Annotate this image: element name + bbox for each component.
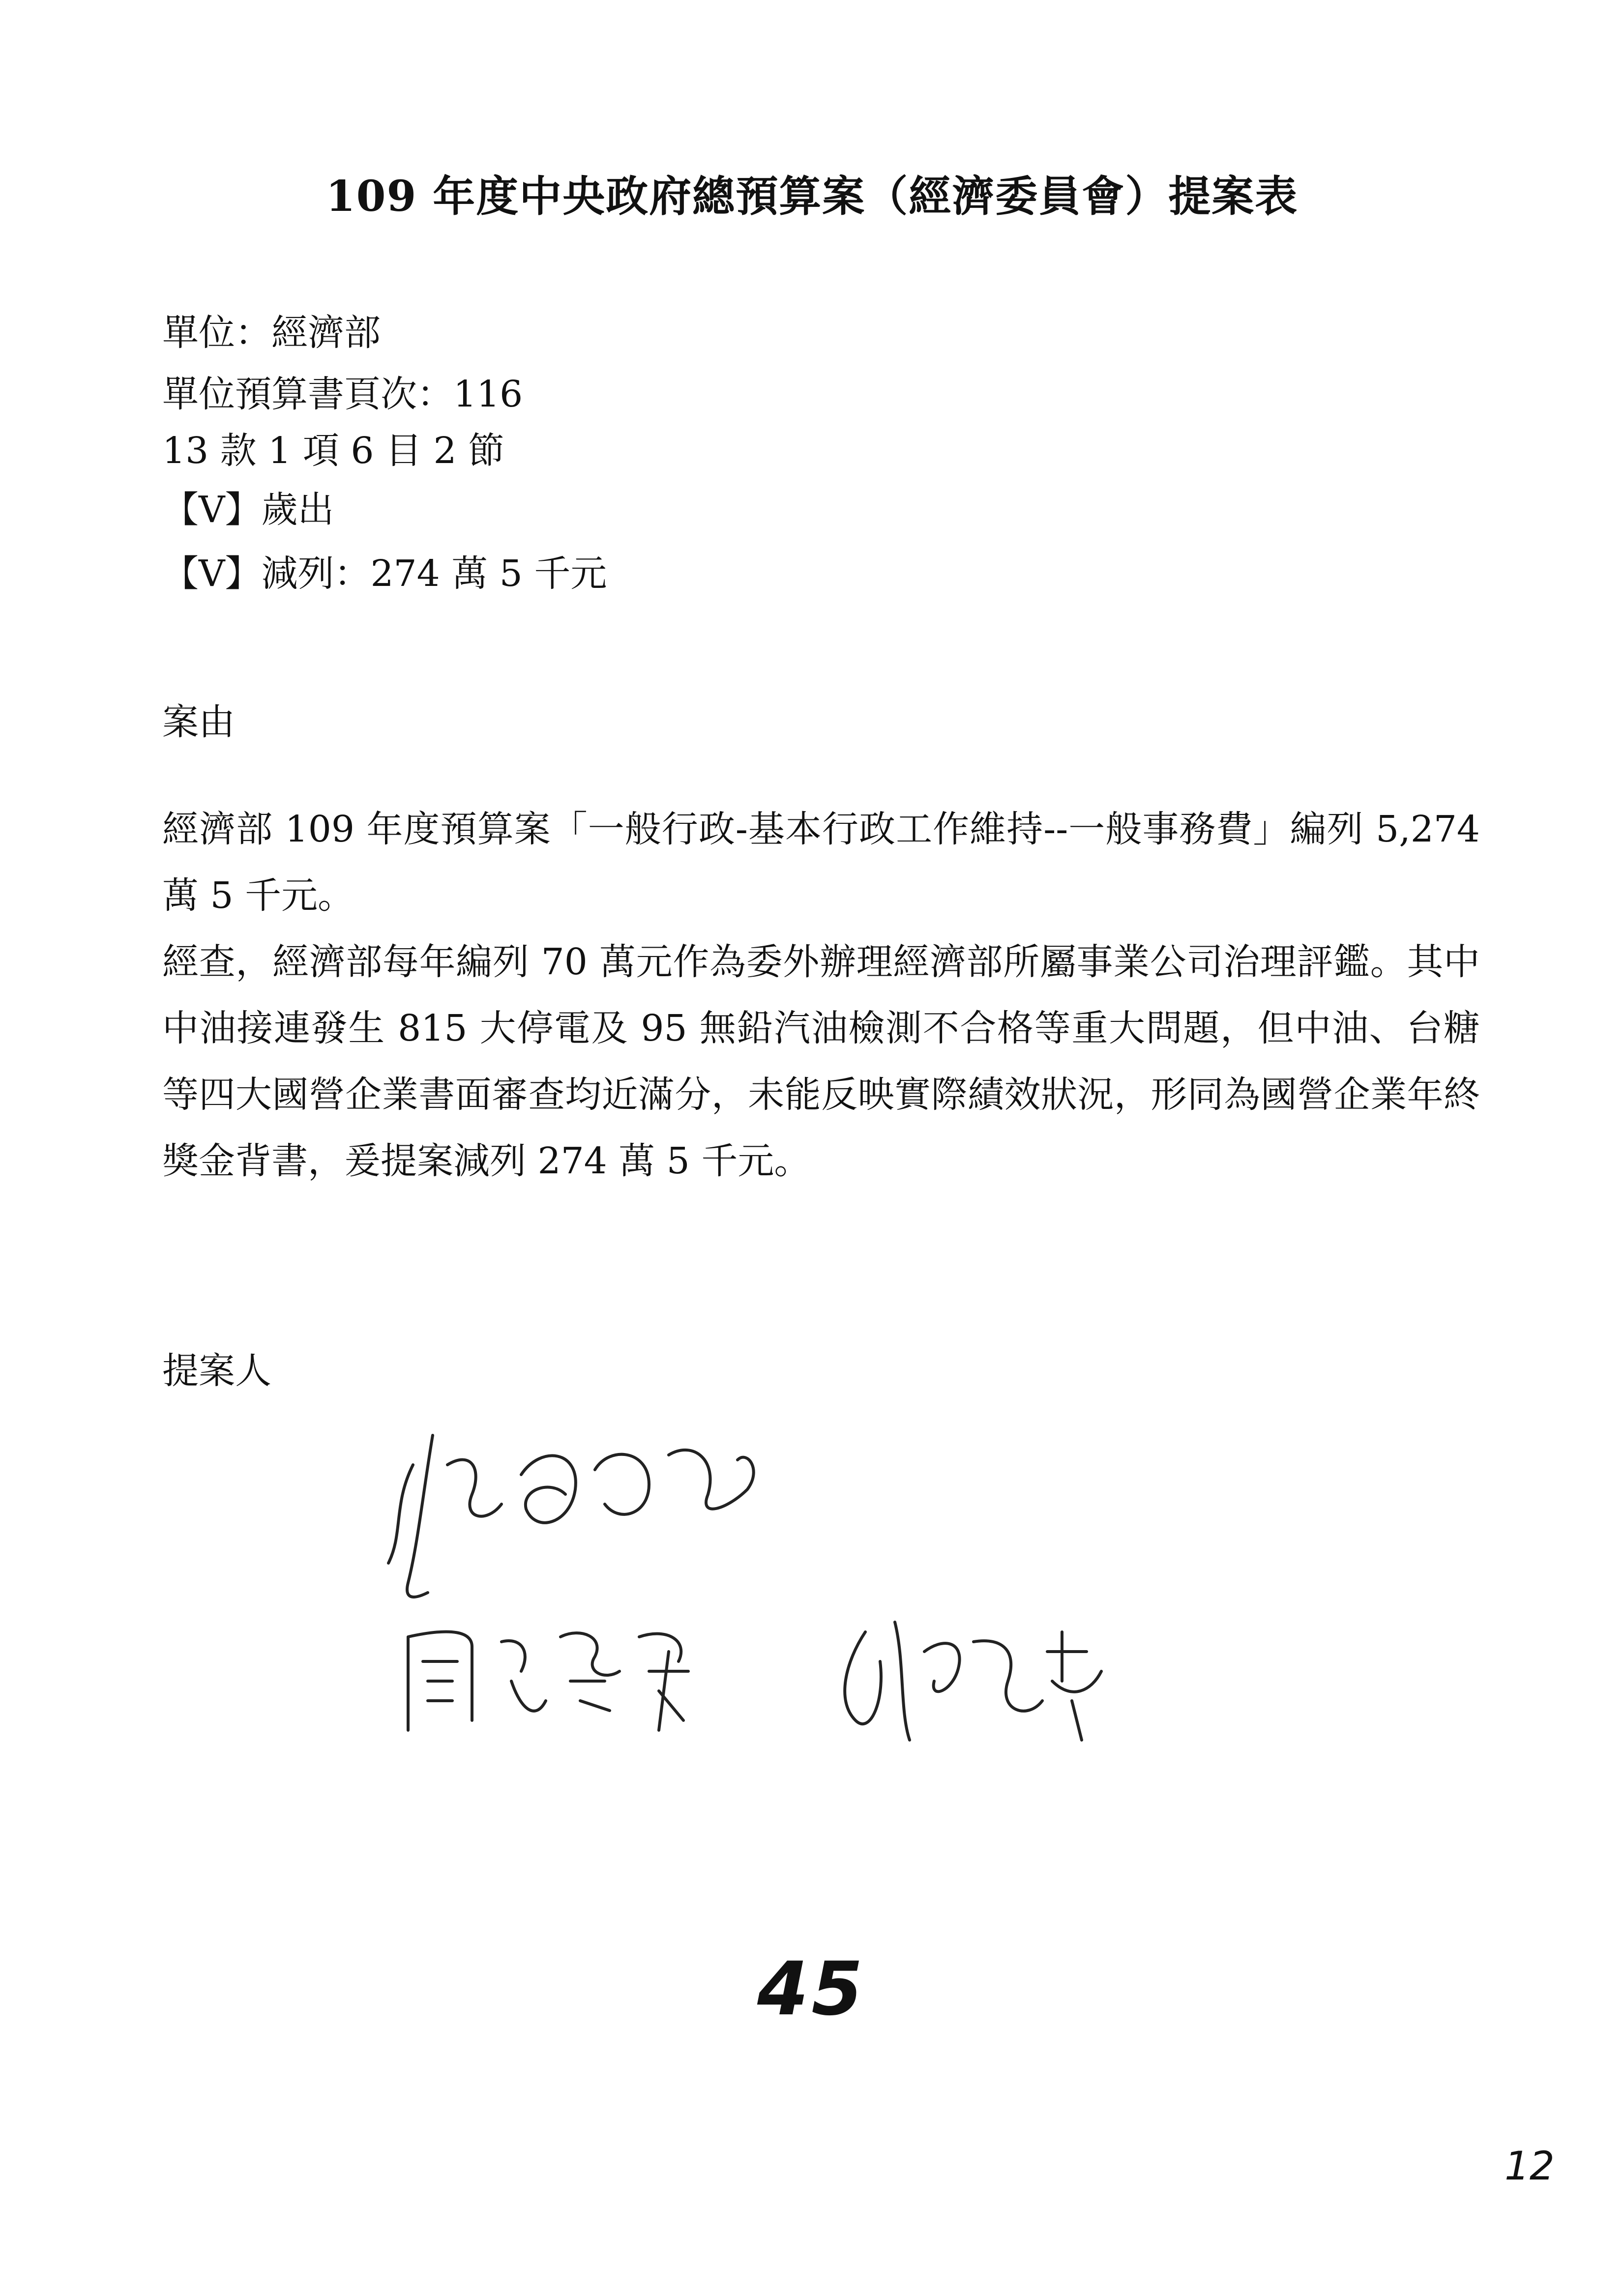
reason-label: 案由 [162, 701, 235, 743]
reason-paragraph-2: 經查，經濟部每年編列 70 萬元作為委外辦理經濟部所屬事業公司治理評鑑。其中中油接連發生 815 大停電及 95 無鉛汽油檢測不合格等重大問題，但中油、台糖等四大國營企業書面審查均近滿分，未能反映實際績效狀況，形同為國營企業年終獎金背書，爰提案減列 274 萬 5 千元。 [162, 941, 1480, 1182]
reduction-line: 【V】減列：274 萬 5 千元 [162, 552, 607, 595]
proposer-label: 提案人 [162, 1350, 271, 1392]
reason-body [162, 796, 1480, 1194]
item-line: 13 款 1 項 6 目 2 節 [162, 430, 505, 472]
signature-strokes [374, 1406, 1308, 1809]
expenditure-line: 【V】歲出 [162, 489, 334, 531]
signature-1 [388, 1435, 754, 1597]
page-number: 12 [1505, 2143, 1555, 2189]
reason-paragraph-1: 經濟部 109 年度預算案「一般行政-基本行政工作維持--一般事務費」編列 5,274 萬 5 千元。 [162, 808, 1480, 917]
budget-page-line: 單位預算書頁次：116 [162, 373, 523, 415]
unit-line: 單位：經濟部 [162, 312, 381, 354]
signature-3 [845, 1622, 1101, 1740]
handwritten-page-mark: 45 [757, 1947, 866, 2032]
document-title: 109 年度中央政府總預算案（經濟委員會）提案表 [325, 172, 1299, 221]
handwritten-signatures [374, 1406, 1308, 1809]
signature-2 [408, 1632, 688, 1730]
